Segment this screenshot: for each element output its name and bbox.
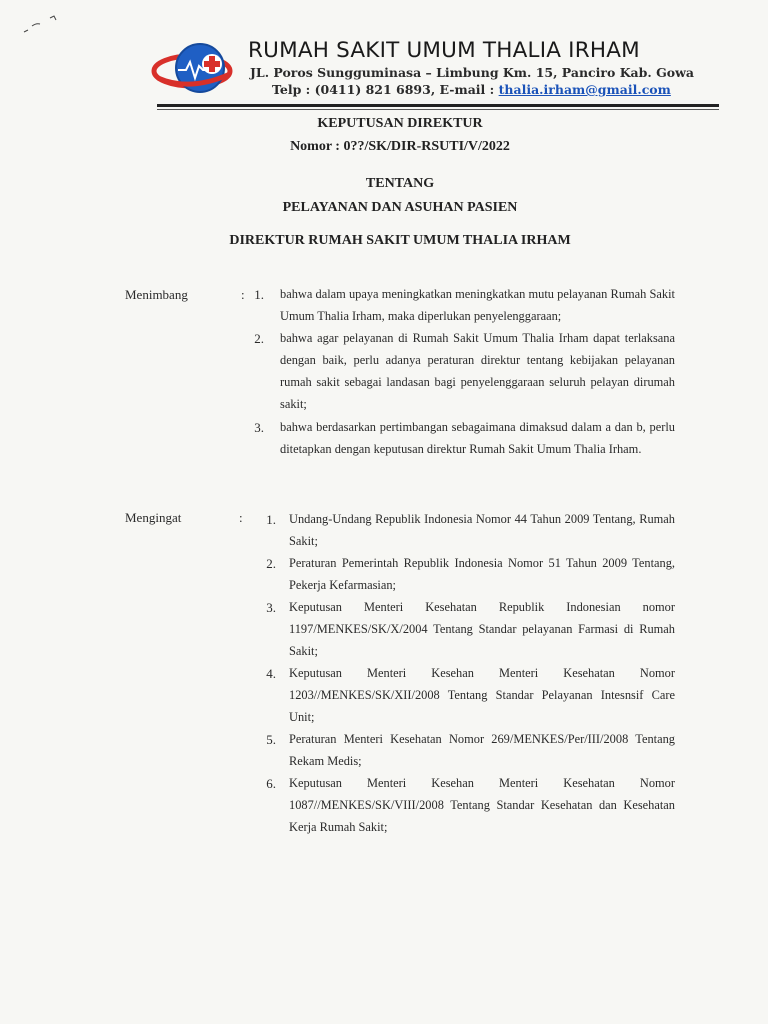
mengingat-num-4: 4. [266,666,276,681]
mengingat-label: Mengingat [125,510,182,525]
menimbang-colon: : [241,287,245,302]
mengingat-item-6: Keputusan Menteri Kesehan Menteri Kesehatan Nomor 1087//MENKES/SK/VIII/2008 Tentang Standar Kesehatan dan Kesehatan Kerja Rumah Sakit; [289,776,675,834]
menimbang-item-1: bahwa dalam upaya meningkatkan meningkatkan mutu pelayanan Rumah Sakit Umum Thalia Irham, maka diperlukan penyelenggaraan; [280,287,675,323]
hospital-address: JL. Poros Sungguminasa – Limbung Km. 15, Panciro Kab. Gowa [250,65,694,80]
decree-number: Nomor : 0??/SK/DIR-RSUTI/V/2022 [290,139,510,154]
mengingat-colon: : [239,510,243,525]
menimbang-item-3: bahwa berdasarkan pertimbangan sebagaimana dimaksud dalam a dan b, perlu ditetapkan dengan keputusan direktur Rumah Sakit Umum Thalia Irham. [280,420,675,456]
hospital-name: RUMAH SAKIT UMUM THALIA IRHAM [248,38,640,63]
menimbang-num-3: 3. [254,420,264,435]
subject-heading: PELAYANAN DAN ASUHAN PASIEN [282,200,518,215]
menimbang-item-2: bahwa agar pelayanan di Rumah Sakit Umum Thalia Irham dapat terlaksana dengan baik, perlu adanya peraturan direktur tentang kebijakan pelayanan rumah sakit sebagai landasan bagi penyelenggaraan seluruh pelayan dirumah sakit; [280,331,675,411]
hospital-logo-icon [150,40,240,100]
mengingat-num-3: 3. [266,600,276,615]
email-link[interactable]: thalia.irham@gmail.com [498,82,671,97]
hospital-contact [272,82,671,97]
menimbang-label: Menimbang [125,287,188,302]
decree-title: KEPUTUSAN DIREKTUR [317,116,483,131]
pen-mark [22,14,62,36]
mengingat-num-5: 5. [266,732,276,747]
mengingat-item-1: Undang-Undang Republik Indonesia Nomor 44 Tahun 2009 Tentang, Rumah Sakit; [289,512,675,548]
mengingat-num-6: 6. [266,776,276,791]
mengingat-item-3: Keputusan Menteri Kesehatan Republik Indonesian nomor 1197/MENKES/SK/X/2004 Tentang Standar pelayanan Farmasi di Rumah Sakit; [289,600,675,658]
letterhead-rule-thin [157,109,719,110]
mengingat-num-2: 2. [266,556,276,571]
phone-text: Telp : (0411) 821 6893, E-mail : [272,82,499,97]
mengingat-item-2: Peraturan Pemerintah Republik Indonesia Nomor 51 Tahun 2009 Tentang, Pekerja Kefarmasian; [289,556,675,592]
mengingat-num-1: 1. [266,512,276,527]
menimbang-num-2: 2. [254,331,264,346]
mengingat-item-5: Peraturan Menteri Kesehatan Nomor 269/MENKES/Per/III/2008 Tentang Rekam Medis; [289,732,675,768]
letterhead-rule [157,104,719,107]
about-heading: TENTANG [365,176,435,191]
mengingat-item-4: Keputusan Menteri Kesehan Menteri Kesehatan Nomor 1203//MENKES/SK/XII/2008 Tentang Standar Pelayanan Intesnsif Care Unit; [289,666,675,724]
director-heading: DIREKTUR RUMAH SAKIT UMUM THALIA IRHAM [229,233,571,248]
menimbang-num-1: 1. [254,287,264,302]
